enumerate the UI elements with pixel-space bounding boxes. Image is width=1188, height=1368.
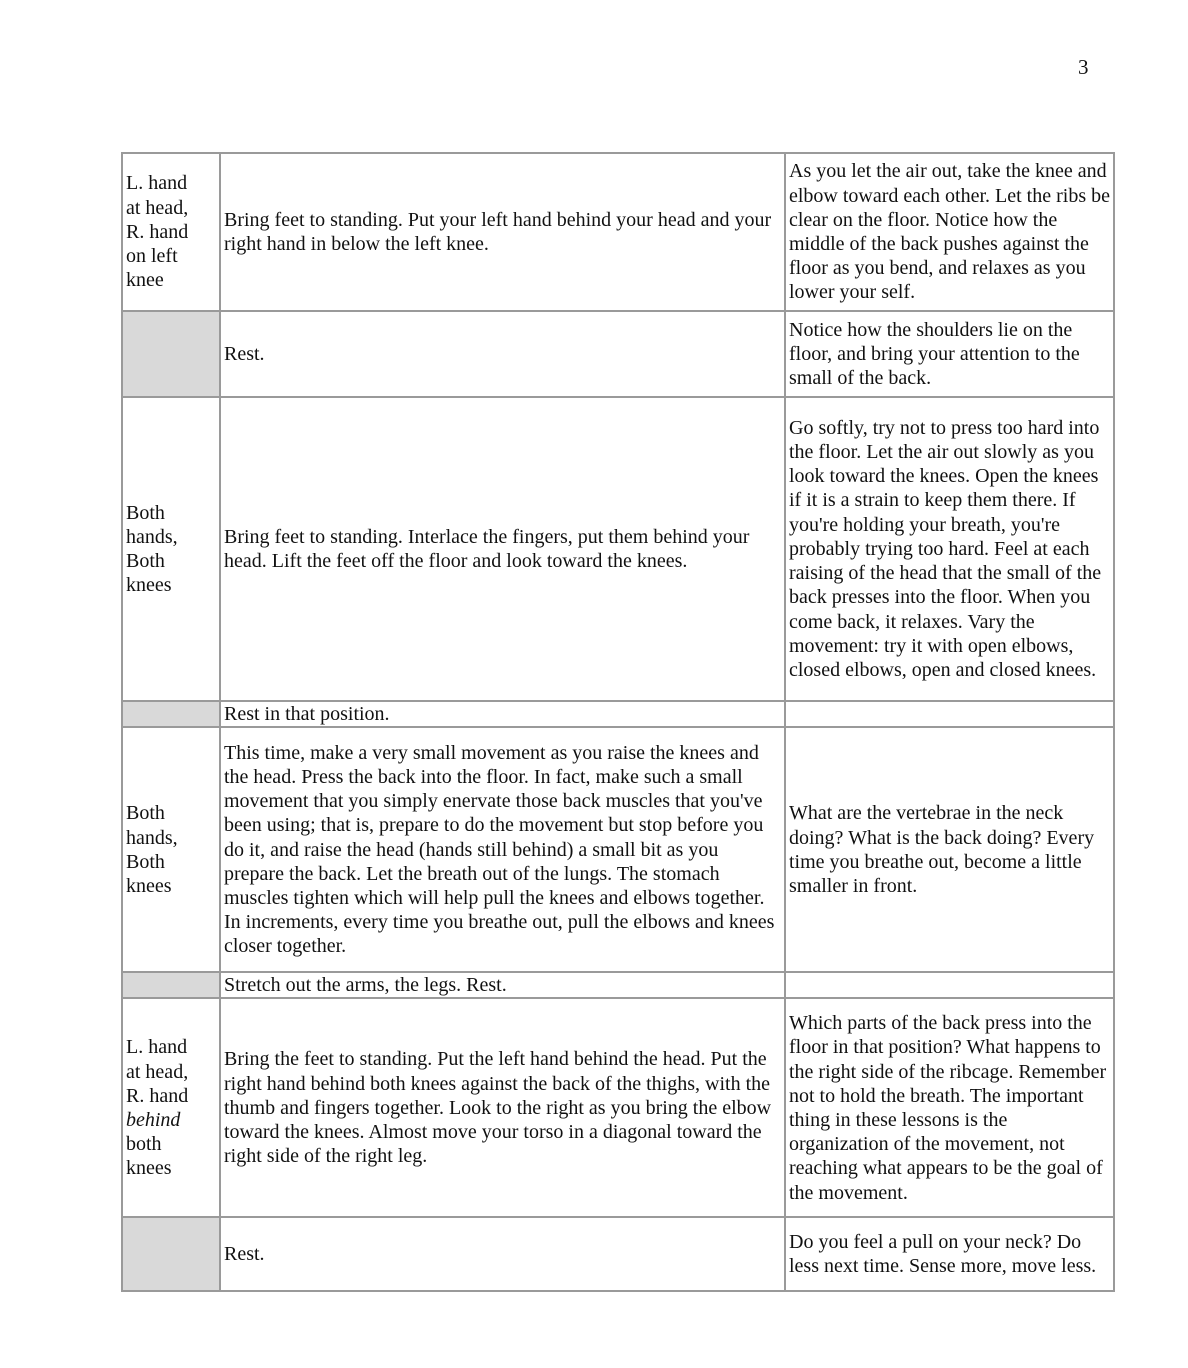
instruction-text: Stretch out the arms, the legs. Rest. (224, 974, 507, 997)
instruction-text: Rest. (224, 1243, 265, 1266)
instruction-cell (220, 1217, 785, 1291)
note-text: What are the vertebrae in the neck doing? What is the back doing? Every time you breathe out, become a little smaller in front. (789, 802, 1095, 897)
position-line: knees (126, 874, 172, 897)
note-text: Which parts of the back press into the floor in that position? What happens to the right side of the ribcage. Remember not to hold the breath. The important thing in these lessons is the organization of the movement, not reaching what appears to be the goal of the movement. (789, 1012, 1107, 1204)
position-cell (122, 998, 220, 1217)
position-line: hands, (126, 826, 178, 849)
position-line: hands, (126, 525, 178, 548)
note-cell (785, 1217, 1114, 1291)
instruction-cell (220, 397, 785, 701)
note-cell (785, 998, 1114, 1217)
position-cell (122, 397, 220, 701)
position-line: both (126, 1133, 162, 1156)
table-row (122, 1217, 1114, 1291)
note-cell (785, 727, 1114, 972)
position-line-emphasis: behind (126, 1108, 181, 1131)
table-row (122, 153, 1114, 311)
note-cell (785, 311, 1114, 397)
note-cell-empty (785, 701, 1114, 727)
position-line: knees (126, 574, 172, 597)
table-row (122, 727, 1114, 972)
lesson-table (121, 152, 1115, 1292)
position-cell-empty (122, 972, 220, 998)
position-line: L. hand (126, 1036, 188, 1059)
instruction-text: Rest in that position. (224, 703, 390, 725)
position-cell-empty (122, 701, 220, 727)
position-line: on left (126, 245, 178, 268)
note-cell (785, 153, 1114, 311)
position-cell (122, 153, 220, 311)
instruction-text: Bring feet to standing. Interlace the fingers, put them behind your head. Lift the feet off the floor and look toward the knees. (224, 525, 750, 572)
instruction-cell (220, 727, 785, 972)
instruction-cell (220, 311, 785, 397)
position-line: Both (126, 550, 165, 572)
position-line: L. hand (126, 172, 188, 195)
instruction-text: Rest. (224, 342, 265, 365)
instruction-cell (220, 972, 785, 998)
table-row (122, 397, 1114, 701)
position-cell-empty (122, 1217, 220, 1291)
note-cell-empty (785, 972, 1114, 998)
instruction-cell (220, 153, 785, 311)
table-row (122, 972, 1114, 998)
instruction-cell (220, 701, 785, 727)
position-line: at head, (126, 196, 189, 219)
position-line: R. hand (126, 1084, 189, 1107)
table-row (122, 701, 1114, 727)
instruction-text: Bring feet to standing. Put your left hand behind your head and your right hand in below the left knee. (224, 208, 772, 255)
table-row (122, 998, 1114, 1217)
note-text: Go softly, try not to press too hard into the floor. Let the air out slowly as you look toward the knees. Open the knees if it is a strain to keep them there. If you're holding your breath, you're probably trying too hard. Feel at each raising of the head that the small of the back presses into the floor. When you come back, it relaxes. Vary the movement: try it with open elbows, closed elbows, open and closed knees. (789, 416, 1102, 681)
note-cell (785, 397, 1114, 701)
instruction-text: Bring the feet to standing. Put the left hand behind the head. Put the right hand behind both knees against the back of the thighs, with the thumb and fingers together. Look to the right as you bring the elbow toward the knees. Almost move your torso in a diagonal toward the right side of the right leg. (224, 1048, 772, 1168)
position-cell-empty (122, 311, 220, 397)
position-cell (122, 727, 220, 972)
position-line: Both (126, 802, 165, 825)
instruction-cell (220, 998, 785, 1217)
position-line: knee (126, 269, 164, 292)
position-line: knees (126, 1157, 172, 1180)
table-row (122, 311, 1114, 397)
page-number: 3 (1078, 55, 1089, 79)
position-line: at head, (126, 1060, 189, 1083)
note-text: As you let the air out, take the knee and elbow toward each other. Let the ribs be clear on the floor. Notice how the middle of the back pushes against the floor as you bend, and relaxes as you lower your self. (789, 160, 1110, 304)
instruction-text: This time, make a very small movement as you raise the knees and the head. Press the back into the floor. In fact, make such a small movement that you simply enervate those back muscles that you've been using; that is, prepare to do the movement but stop before you do it, and raise the head (hands still behind) a small bit as you prepare the back. Let the breath out of the lungs. The stomach muscles tighten which will help pull the knees and elbows together. In increments, every time you breathe out, pull the elbows and knees closer together. (224, 741, 775, 958)
position-line: Both (126, 501, 165, 524)
note-text: Do you feel a pull on your neck? Do less next time. Sense more, move less. (789, 1231, 1097, 1278)
position-line: R. hand (126, 220, 189, 243)
note-text: Notice how the shoulders lie on the floor, and bring your attention to the small of the back. (789, 318, 1080, 390)
position-line: Both (126, 850, 165, 873)
